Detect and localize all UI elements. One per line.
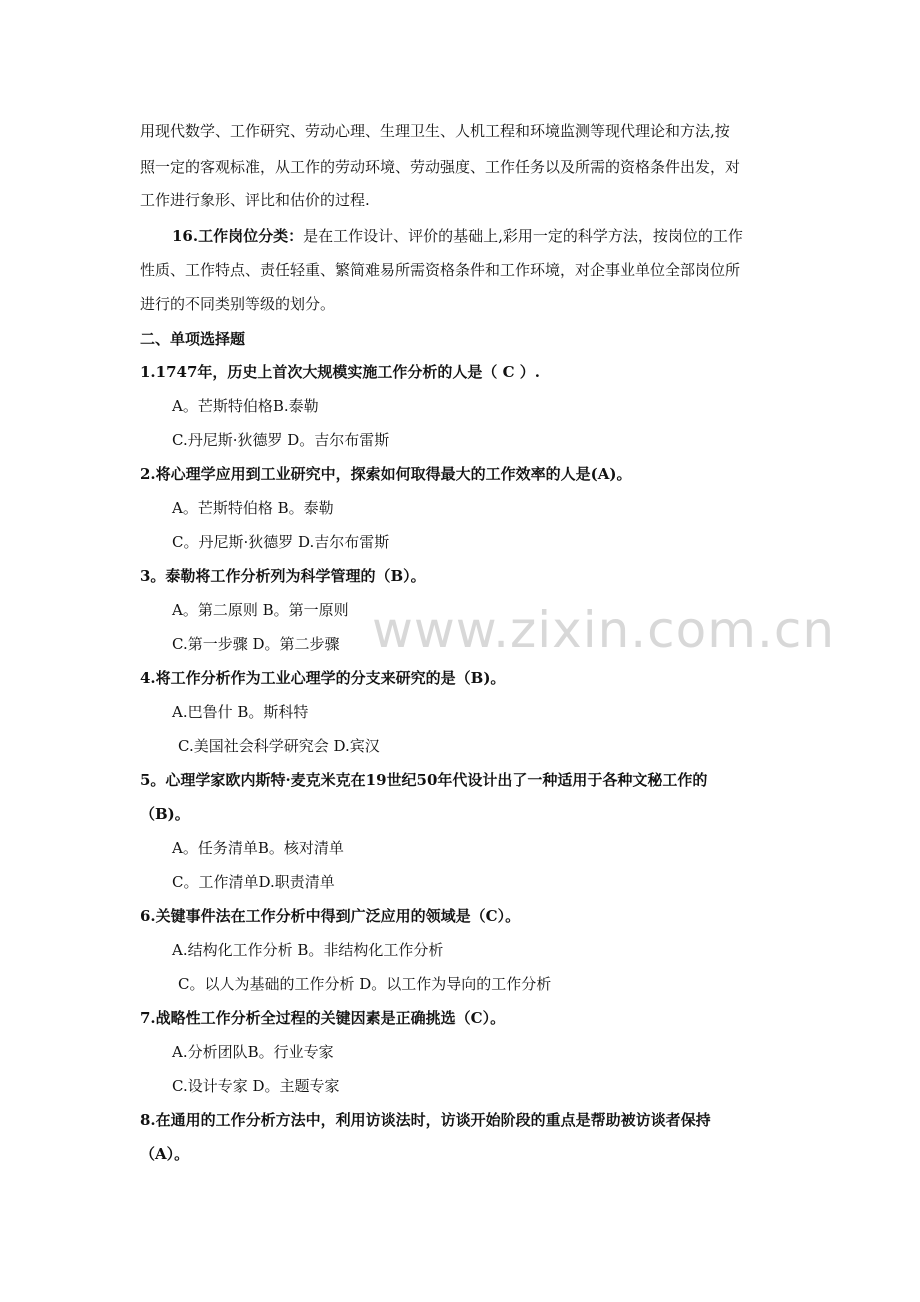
question-7-options-c-d: C.设计专家 D。主题专家 [172, 1077, 340, 1095]
question-5-continued: （B)。 [140, 805, 190, 823]
question-3-options-c-d: C.第一步骤 D。第二步骤 [172, 635, 340, 653]
question-5-options-c-d: C。工作清单D.职责清单 [172, 873, 335, 891]
question-3: 3。泰勒将工作分析列为科学管理的（B）。 [140, 567, 426, 585]
question-4-options-c-d: C.美国社会科学研究会 D.宾汉 [178, 737, 380, 755]
definition-16-line-3: 进行的不同类别等级的划分。 [140, 295, 336, 313]
question-1: 1.1747年，历史上首次大规模实施工作分析的人是（ C ）. [140, 363, 541, 381]
question-1-options-c-d: C.丹尼斯·狄德罗 D。吉尔布雷斯 [172, 431, 390, 449]
question-6-options-a-b: A.结构化工作分析 B。非结构化工作分析 [172, 941, 444, 959]
question-6: 6.关键事件法在工作分析中得到广泛应用的领域是（C）。 [140, 907, 521, 925]
question-6-options-c-d: C。以人为基础的工作分析 D。以工作为导向的工作分析 [178, 975, 552, 993]
question-5: 5。心理学家欧内斯特·麦克米克在19世纪50年代设计出了一种适用于各种文秘工作的 [140, 771, 708, 789]
question-5-options-a-b: A。任务清单B。核对清单 [172, 839, 344, 857]
question-8: 8.在通用的工作分析方法中，利用访谈法时，访谈开始阶段的重点是帮助被访谈者保持 [140, 1111, 711, 1129]
question-7-options-a-b: A.分析团队B。行业专家 [172, 1043, 334, 1061]
section-heading: 二、单项选择题 [140, 330, 246, 348]
question-1-options-a-b: A。芒斯特伯格B.泰勒 [172, 397, 319, 415]
intro-line-2: 照一定的客观标准，从工作的劳动环境、劳动强度、工作任务以及所需的资格条件出发，对 [140, 158, 741, 176]
question-2: 2.将心理学应用到工业研究中，探索如何取得最大的工作效率的人是(A)。 [140, 465, 632, 483]
question-4-options-a-b: A.巴鲁什 B。斯科特 [172, 703, 309, 721]
definition-16-term: 16.工作岗位分类： [172, 227, 304, 245]
question-2-options-c-d: C。丹尼斯·狄德罗 D.吉尔布雷斯 [172, 533, 390, 551]
question-7: 7.战略性工作分析全过程的关键因素是正确挑选（C）。 [140, 1009, 506, 1027]
question-2-options-a-b: A。芒斯特伯格 B。泰勒 [172, 499, 334, 517]
question-4: 4.将工作分析作为工业心理学的分支来研究的是（B)。 [140, 669, 506, 687]
intro-line-3: 工作进行象形、评比和估价的过程. [140, 191, 370, 209]
definition-16-line-2: 性质、工作特点、责任轻重、繁简难易所需资格条件和工作环境，对企事业单位全部岗位所 [140, 261, 741, 279]
definition-16-text: 是在工作设计、评价的基础上,彩用一定的科学方法，按岗位的工作 [303, 227, 743, 245]
question-8-continued: （A）。 [140, 1145, 190, 1163]
question-3-options-a-b: A。第二原则 B。第一原则 [172, 601, 349, 619]
intro-line-1: 用现代数学、工作研究、劳动心理、生理卫生、人机工程和环境监测等现代理论和方法,按 [140, 122, 730, 140]
definition-16-line-1 [172, 226, 743, 246]
watermark: www.zixin.com.cn [372, 601, 836, 659]
